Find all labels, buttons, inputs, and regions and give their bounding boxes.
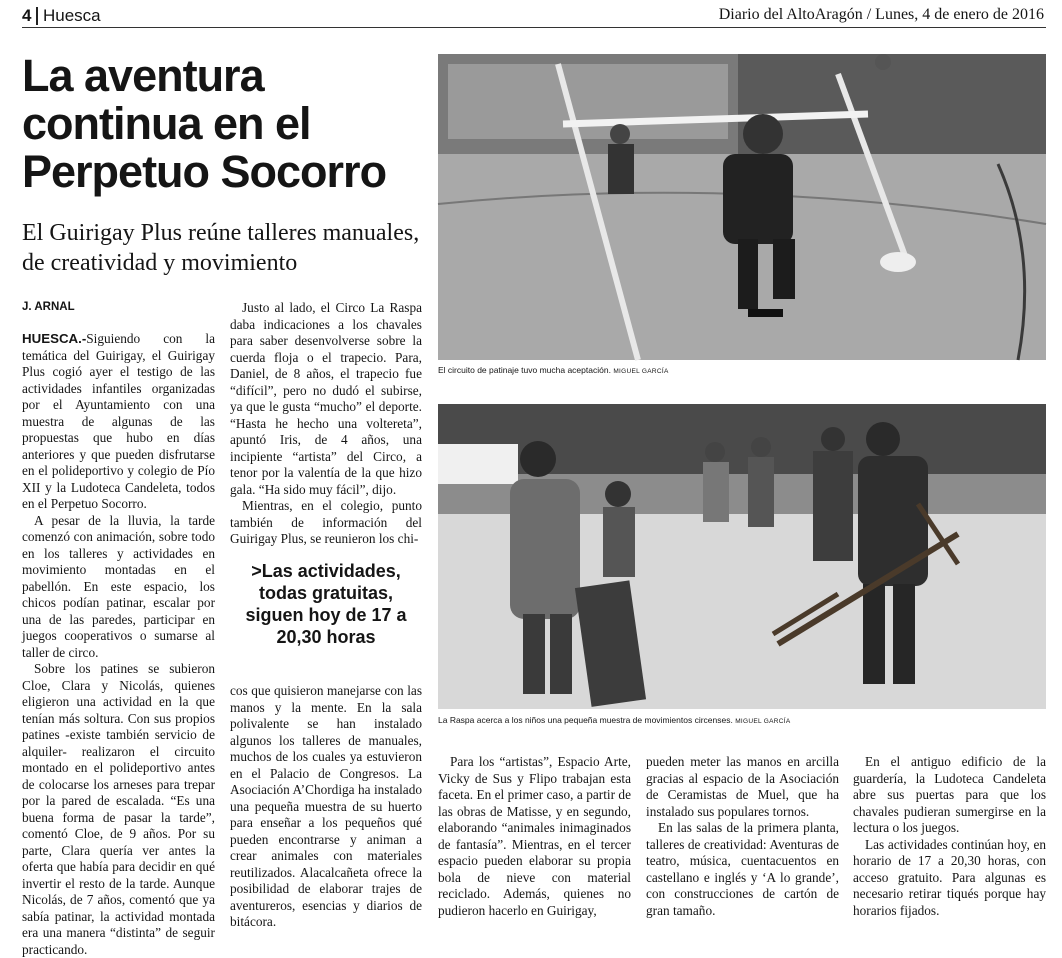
header-rule (22, 27, 1046, 28)
photo-credit: MIGUEL GARCÍA (735, 718, 791, 725)
paragraph: En el antiguo edificio de la guardería, la Ludoteca Candeleta abre sus puertas para que los chavales pudieran sumergirse en la lectura o los juegos. (853, 754, 1046, 835)
paragraph (22, 331, 215, 513)
article-column-4 (646, 754, 839, 919)
caption-text: La Raspa acerca a los niños una pequeña muestra de movimientos circenses. (438, 715, 733, 725)
article-column-1 (22, 331, 215, 957)
paragraph: Justo al lado, el Circo La Raspa daba indicaciones a los chavales para saber desenvolverse sobre la cuerda floja o el trapecio. Para, Daniel, de 8 años, el trapecio fue “difícil”, pero no dudó el subirse, ya que le gusta “mucho” el deporte. “Hasta he hecho una voltereta”, apuntó Iris, de 4 años, una incipiente “artista” del Circo, a tenor por la valentía de la que hizo gala. “Ha sido muy fácil”, dijo. (230, 300, 422, 497)
paragraph: Mientras, en el colegio, punto también de información del Guirigay Plus, se reunieron los chi- (230, 498, 422, 546)
paragraph: pueden meter las manos en arcilla gracias al espacio de la Asociación de Ceramistas de Muel, que ha instalado sus populares tornos. (646, 754, 839, 819)
byline: J. ARNAL (22, 301, 75, 313)
photo-caption-2 (438, 715, 791, 725)
photo-skating (438, 54, 1046, 360)
paragraph: A pesar de la lluvia, la tarde comenzó con animación, sobre todo en los talleres y actividades en movimiento montadas en el pabellón. En este espacio, los chicos podían patinar, escalar por una de las paredes, participar en juegos cooperativos o sumarse al taller de circo. (22, 512, 215, 660)
paragraph: cos que quisieron manejarse con las manos y la mente. En la sala polivalente se han instalado algunos los talleres de manuales, muchos de los cuales ya estuvieron en el Palacio de Congresos. La Asociación A’Chordiga ha instalado una pequeña muestra de su huerto para enseñar a los pequeños qué pueden encontrarse y animan a crear animales con materiales reutilizados. Alacalcañeta ofrece la posibilidad de elaborar trajes de aventureros, esencias y diarios de bitácora. (230, 683, 422, 929)
paragraph: Para los “artistas”, Espacio Arte, Vicky de Sus y Flipo trabajan esta faceta. En el primer caso, a partir de las obras de Matisse, y en segundo, elaborando “animales inimaginados de fantasía”. Mientras, en el tercer espacio pueden elaborar su propia bola de nieve con material reciclado. Además, quienes no pudieron hacerlo en Guirigay, (438, 754, 631, 918)
pull-quote: >Las actividades, todas gratuitas, siguen hoy de 17 a 20,30 horas (245, 561, 407, 647)
photo-credit: MIGUEL GARCÍA (613, 368, 669, 375)
section-name: Huesca (43, 6, 101, 25)
article-column-3 (438, 754, 631, 919)
paragraph: Las actividades continúan hoy, en horario de 17 a 20,30 horas, con acceso gratuito. Para algunas es necesario retirar tiqués porque hay horarios fijados. (853, 836, 1046, 918)
skating-photo-image (438, 54, 1046, 360)
article-column-2-top (230, 300, 422, 546)
article-column-5 (853, 754, 1046, 919)
caption-text: El circuito de patinaje tuvo mucha aceptación. (438, 365, 611, 375)
headline: La aventura continua en el Perpetuo Socorro (22, 50, 387, 197)
paragraph: En las salas de la primera planta, talleres de creatividad: Aventuras de teatro, música, cuentacuentos en castellano e inglés y ‘A lo grande’, con construcciones de cartón de gran tamaño. (646, 820, 839, 918)
photo-caption-1 (438, 365, 669, 375)
newspaper-date: Diario del AltoAragón / Lunes, 4 de enero de 2016 (718, 6, 1044, 23)
dateline: HUESCA.- (22, 331, 87, 346)
subheadline: El Guirigay Plus reúne talleres manuales, de creatividad y movimiento (22, 220, 420, 276)
article-column-2-bottom (230, 683, 422, 929)
paragraph-text: Siguiendo con la temática del Guirigay, el Guirigay Plus cogió ayer el testigo de las actividades infantiles organizadas por el Ayuntamiento con una muestra de algunas de las propuestas que hubo en días anteriores y que pueden disfrutarse en el polideportivo y colegio de Pío XII y la Ludoteca Candeleta, todos en el Perpetuo Socorro. (22, 331, 215, 511)
page-number: 4 (22, 6, 32, 25)
header-divider (36, 7, 38, 25)
paragraph: Sobre los patines se subieron Cloe, Clara y Nicolás, quienes eligieron una actividad en la que tenían más soltura. Con sus propios patines -existe también servicio de alquiler- realizaron el circuito montado en el polideportivo antes de colocarse los arneses para trepar por la pared de escalada. “Es una buena forma de pasar la tarde”, comentó Cloe, de 9 años. Por su parte, Clara quería ver antes la oferta que había para decidir en qué invertir el resto de la tarde. Aunque Nicolás, de 7 años, comentó que ya sabía patinar, la actividad montada era una manera “distinta” de seguir practicando. (22, 661, 215, 957)
photo-circus (438, 404, 1046, 709)
circus-photo-image (438, 404, 1046, 709)
